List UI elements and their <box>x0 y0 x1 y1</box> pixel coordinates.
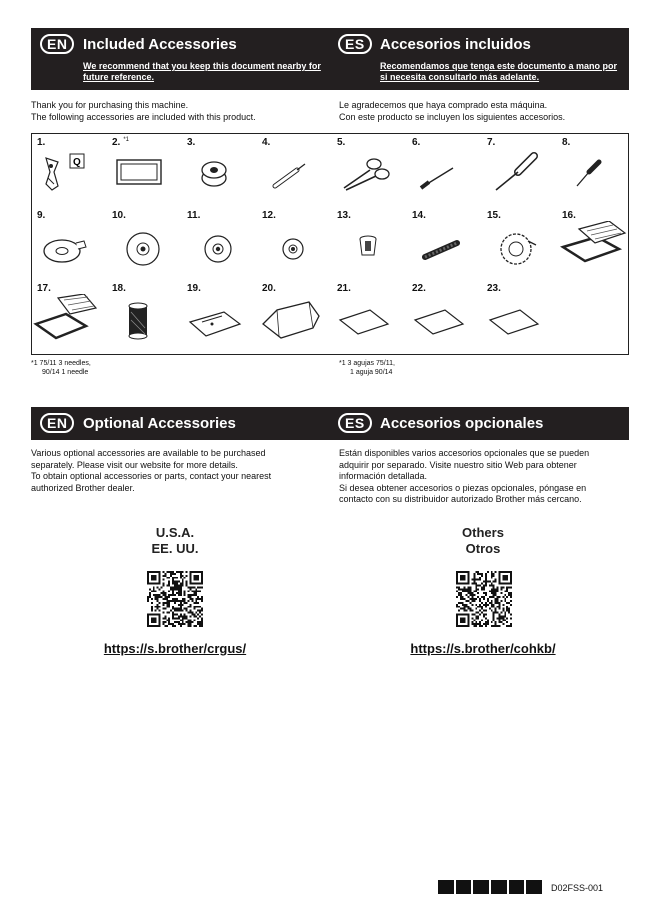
accessory-3: 3. <box>182 134 256 207</box>
document-icon <box>407 294 481 351</box>
lang-badge-en: EN <box>40 34 74 54</box>
document-icon <box>482 294 556 351</box>
dust-cover-icon <box>257 294 331 351</box>
banner-en-optional <box>31 407 330 440</box>
accessory-6: 6. <box>407 134 481 207</box>
lang-badge-es: ES <box>338 34 372 54</box>
banner-title-es: Accesorios incluidos <box>380 36 531 53</box>
scissors-icon <box>332 148 406 205</box>
accessory-bag-icon <box>182 294 256 351</box>
footer-black-blocks <box>438 880 542 894</box>
accessory-4: 4. <box>257 134 331 207</box>
accessory-14: 14. <box>407 207 481 280</box>
footer-block <box>473 880 489 894</box>
banner-title-en: Optional Accessories <box>83 415 236 432</box>
banner-en <box>31 28 330 90</box>
spool-cap-medium-icon <box>182 221 256 278</box>
intro-en: Thank you for purchasing this machine. The following accessories are included with this product. <box>31 100 256 122</box>
footer-block <box>509 880 525 894</box>
included-accessories-banner <box>31 28 629 90</box>
accessory-7: 7. <box>482 134 556 207</box>
url-others-link[interactable]: https://s.brother/cohkb/ <box>410 641 556 656</box>
accessory-12: 12. <box>257 207 331 280</box>
banner-subtitle-es: Recomendamos que tenga este documento a mano por si necesita consultarlo más adelante. <box>380 61 618 82</box>
accessory-21: 21. <box>332 280 406 353</box>
presser-foot-q-icon <box>32 148 106 205</box>
accessory-16: 16. <box>557 207 631 280</box>
footer-block <box>526 880 542 894</box>
embroidery-frame-small-icon <box>32 294 106 351</box>
qr-code-usa[interactable] <box>147 571 203 627</box>
qr-code-others[interactable] <box>456 571 512 627</box>
lang-badge-es: ES <box>338 413 372 433</box>
footnote-en: *1 75/11 3 needles, 90/14 1 needle <box>31 360 91 376</box>
optional-accessories-banner <box>31 407 629 440</box>
accessory-8: 8. <box>557 134 631 207</box>
accessory-2 <box>107 134 181 207</box>
document-icon <box>332 294 406 351</box>
spool-pin-icon <box>332 221 406 278</box>
document-code: D02FSS-001 <box>551 883 604 893</box>
screwdriver-large-icon <box>482 148 556 205</box>
accessory-17: 17. <box>32 280 106 353</box>
accessory-11: 11. <box>182 207 256 280</box>
accessories-grid <box>31 133 629 355</box>
accessory-2-number: 2. $^{*1}$ <box>112 137 130 148</box>
spool-cap-large-icon <box>107 221 181 278</box>
embroidery-frame-large-icon <box>557 221 631 278</box>
accessory-5: 5. <box>332 134 406 207</box>
bobbin-icon <box>182 148 256 205</box>
optional-text-es: Están disponibles varios accesorios opcionales que se pueden adquirir por separado. Visite nuestro sitio Web para obtener información detallada. Si desea obtener accesorios o piezas opcionales, póngase en contacto con su distribuidor autorizado Brother más cercano. <box>339 448 590 504</box>
banner-es <box>330 28 629 90</box>
footer-block <box>438 880 454 894</box>
svg-text:Q: Q <box>73 157 81 168</box>
screwdriver-small-icon <box>557 148 631 205</box>
spool-net-icon <box>407 221 481 278</box>
accessory-13: 13. <box>332 207 406 280</box>
lang-badge-en: EN <box>40 413 74 433</box>
spool-cap-small-icon <box>257 221 331 278</box>
banner-subtitle-en: We recommend that you keep this document nearby for future reference. <box>83 61 321 82</box>
footnote-es: *1 3 agujas 75/11, 1 aguja 90/14 <box>339 360 395 376</box>
url-usa-link[interactable]: https://s.brother/crgus/ <box>103 641 247 656</box>
footer-block <box>456 880 472 894</box>
banner-title-es: Accesorios opcionales <box>380 415 544 432</box>
bobbin-case-icon <box>482 221 556 278</box>
needle-pack-icon <box>107 148 181 205</box>
region-others-label: Others Otros <box>462 525 504 556</box>
region-usa-label: U.S.A. EE. UU. <box>151 525 199 556</box>
accessory-10: 10. <box>107 207 181 280</box>
accessory-23: 23. <box>482 280 556 353</box>
cleaning-brush-icon <box>407 148 481 205</box>
accessory-18: 18. <box>107 280 181 353</box>
bobbin-thread-icon <box>107 294 181 351</box>
accessory-19: 19. <box>182 280 256 353</box>
accessory-9: 9. <box>32 207 106 280</box>
disc-screwdriver-icon <box>32 221 106 278</box>
accessory-22: 22. <box>407 280 481 353</box>
optional-text-en: Various optional accessories are available to be purchased separately. Please visit our website for more details. To obtain optional accessories or parts, contact your nearest authorized Brother dealer. <box>31 448 272 493</box>
footer-block <box>491 880 507 894</box>
accessory-20: 20. <box>257 280 331 353</box>
banner-es-optional <box>330 407 629 440</box>
banner-title-en: Included Accessories <box>83 36 237 53</box>
accessory-1: 1. Q <box>32 134 106 207</box>
accessory-15: 15. <box>482 207 556 280</box>
seam-ripper-icon <box>257 148 331 205</box>
intro-es: Le agradecemos que haya comprado esta máquina. Con este producto se incluyen los siguientes accesorios. <box>339 100 566 122</box>
